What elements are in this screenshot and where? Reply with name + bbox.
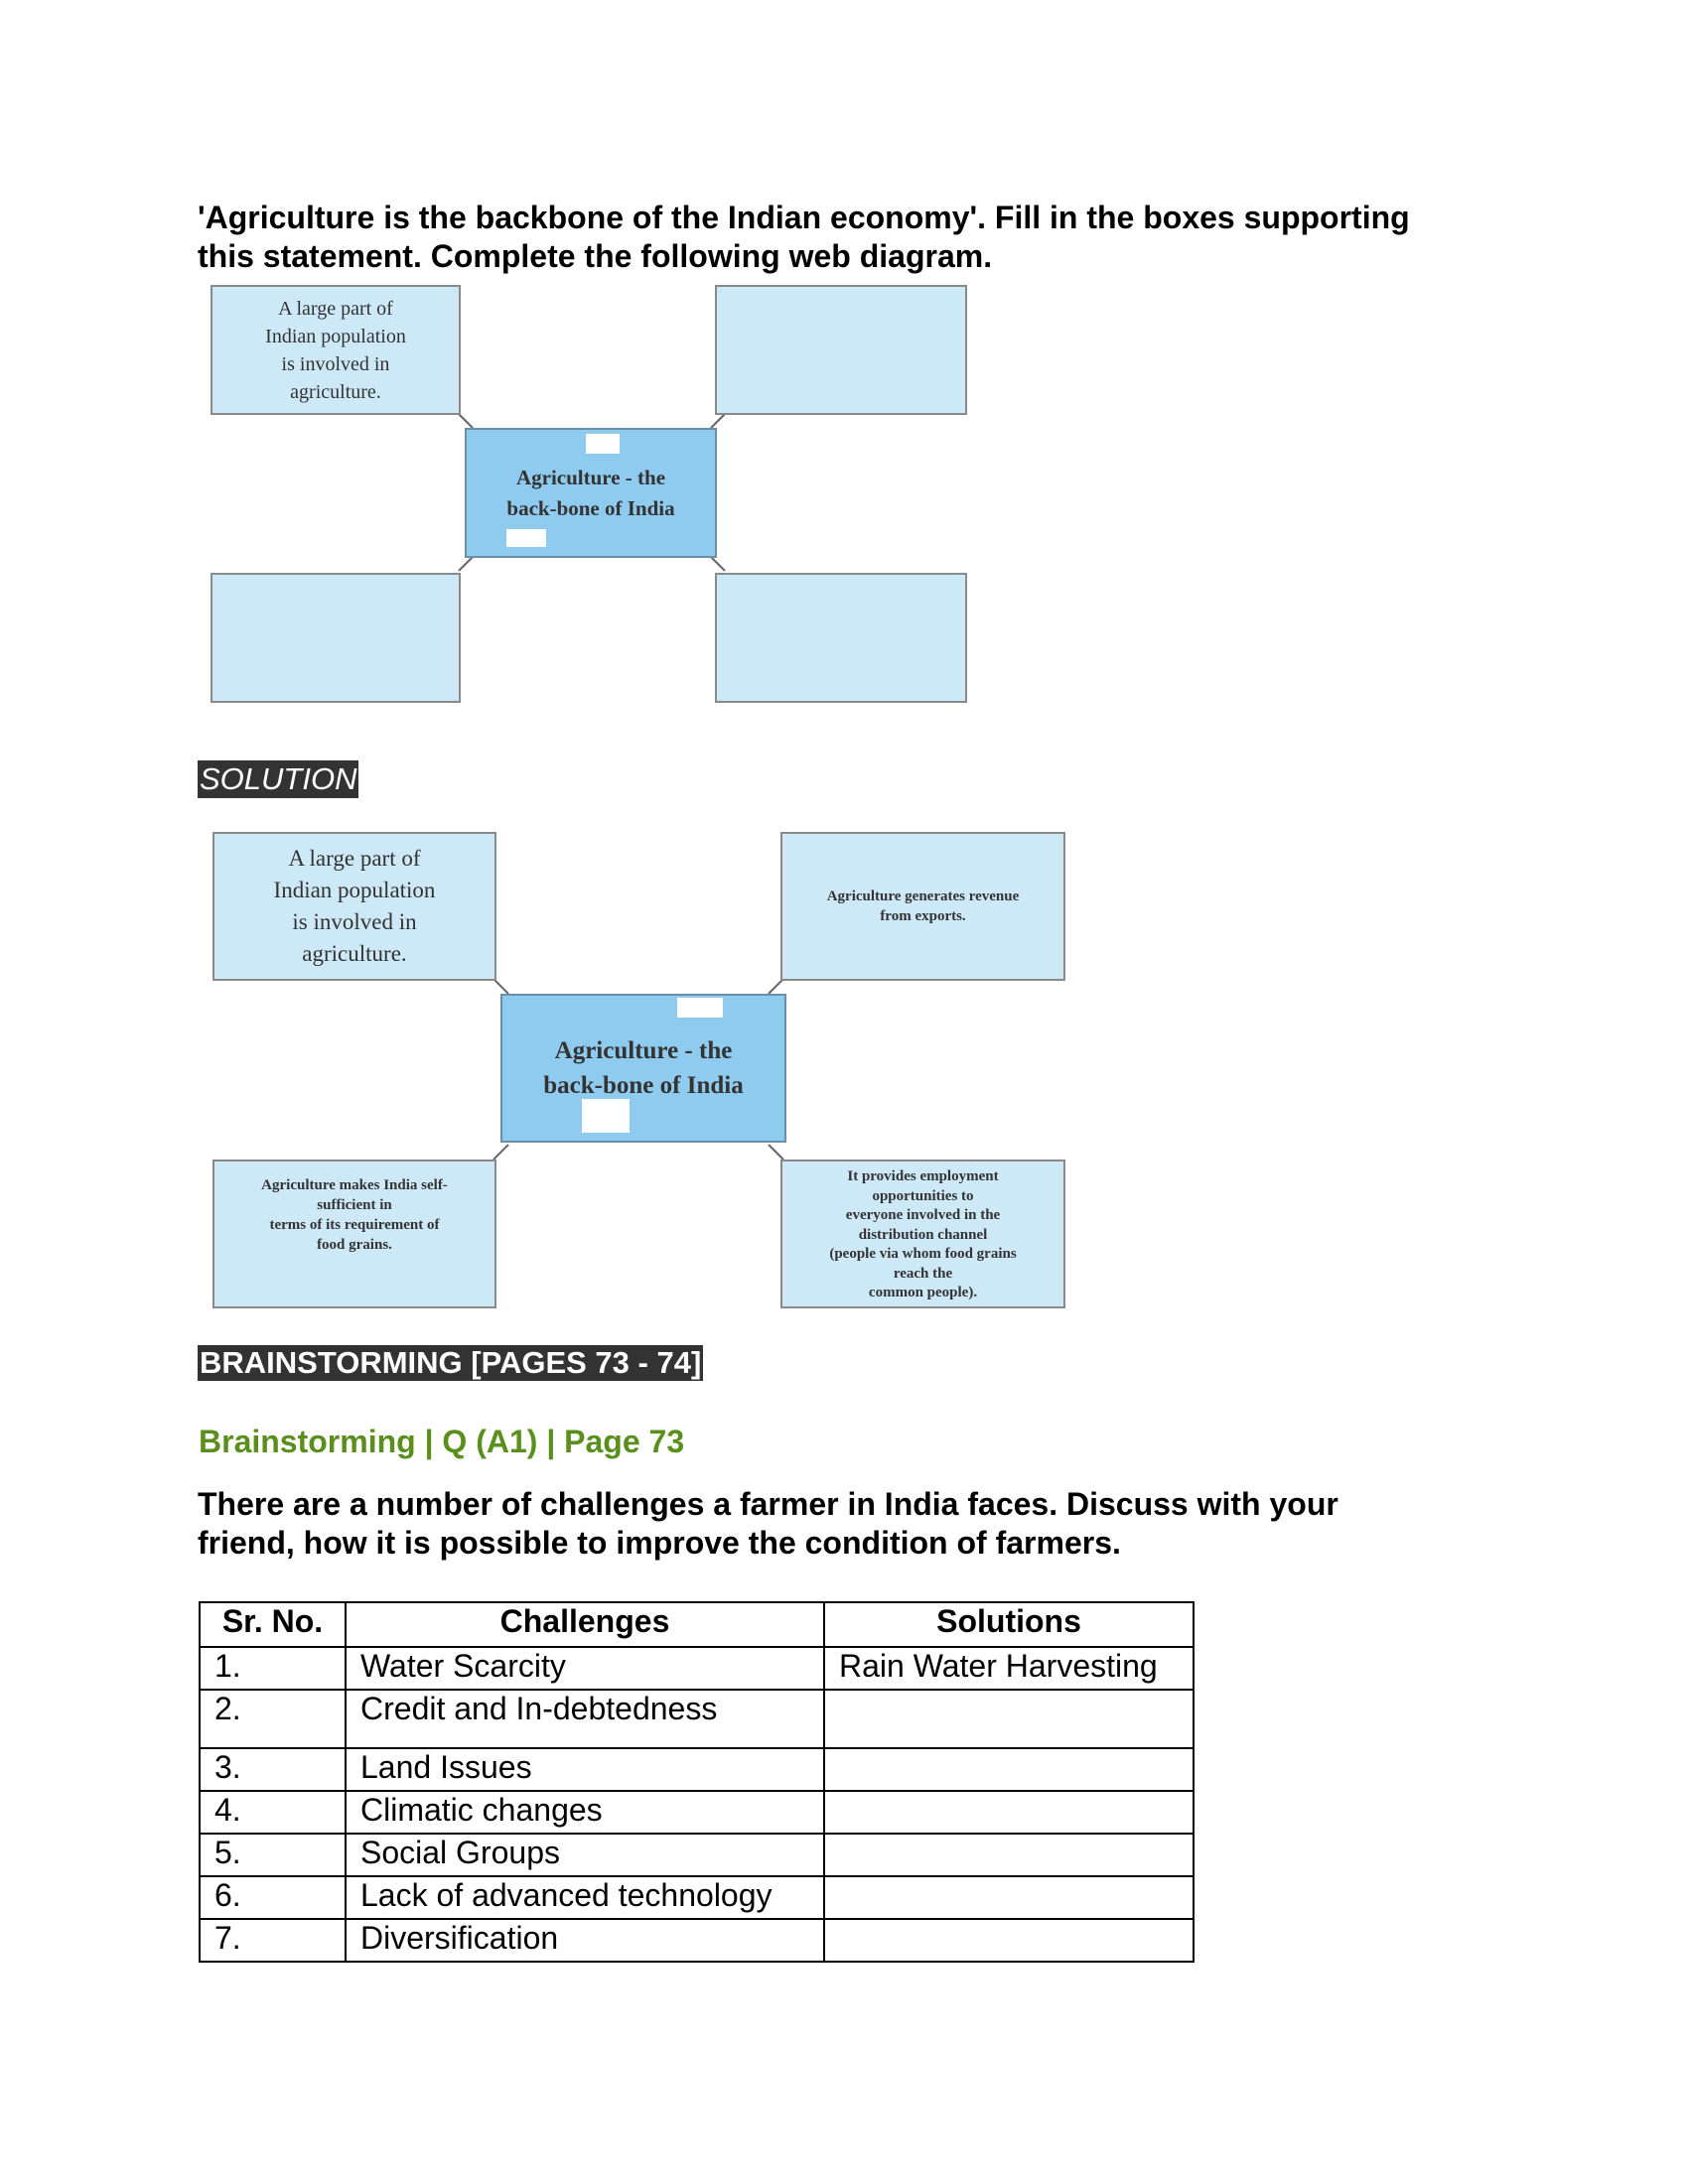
solution-box-bottom-left	[212, 1160, 496, 1308]
solution-box-top-right	[780, 832, 1065, 981]
center-text-line: back-bone of India	[543, 1072, 744, 1099]
table-row	[200, 1876, 1194, 1919]
image-artifact	[677, 998, 723, 1018]
box-text-line: reach the	[893, 1265, 953, 1282]
diagram-center-box	[465, 428, 717, 558]
solution-label: SOLUTION	[200, 761, 357, 796]
header-challenges: Challenges	[346, 1602, 824, 1647]
cell-challenge: Lack of advanced technology	[346, 1876, 824, 1919]
image-artifact	[582, 1099, 630, 1133]
image-artifact	[586, 434, 620, 454]
table-row	[200, 1919, 1194, 1962]
table-row	[200, 1748, 1194, 1791]
cell-sr-no: 2.	[200, 1690, 346, 1748]
header-solutions: Solutions	[824, 1602, 1194, 1647]
box-text-line: A large part of	[288, 846, 421, 871]
box-text-line: distribution channel	[858, 1226, 988, 1243]
cell-challenge: Diversification	[346, 1919, 824, 1962]
cell-solution[interactable]	[824, 1690, 1194, 1748]
table-row	[200, 1791, 1194, 1834]
cell-solution[interactable]	[824, 1876, 1194, 1919]
box-text-line: terms of its requirement of	[269, 1217, 440, 1233]
cell-sr-no: 6.	[200, 1876, 346, 1919]
box-text-line: is involved in	[292, 909, 417, 934]
diagram-box-bottom-left-empty[interactable]	[211, 573, 461, 703]
center-text-line: Agriculture - the	[554, 1037, 733, 1064]
cell-challenge: Social Groups	[346, 1834, 824, 1876]
box-text-line: common people).	[868, 1285, 978, 1300]
box-text-line: Indian population	[265, 325, 406, 347]
web-diagram-question	[211, 285, 975, 708]
diagram-box-top-right-empty[interactable]	[715, 285, 967, 415]
cell-solution[interactable]	[824, 1748, 1194, 1791]
question-1-line-1: 'Agriculture is the backbone of the Indian economy'. Fill in the boxes supporting	[198, 200, 1410, 235]
solution-center-box	[500, 994, 786, 1143]
cell-sr-no: 5.	[200, 1834, 346, 1876]
cell-solution[interactable]	[824, 1791, 1194, 1834]
section-label: BRAINSTORMING [PAGES 73 - 74]	[200, 1345, 702, 1380]
center-text-line: back-bone of India	[506, 495, 675, 520]
cell-sr-no: 1.	[200, 1647, 346, 1690]
solution-box-bottom-right	[780, 1160, 1065, 1308]
cell-sr-no: 4.	[200, 1791, 346, 1834]
box-text-line: Indian population	[273, 878, 436, 902]
box-text-line: is involved in	[281, 352, 390, 375]
box-text-line: food grains.	[317, 1237, 392, 1253]
header-sr-no: Sr. No.	[200, 1602, 346, 1647]
question-1	[198, 199, 1518, 276]
image-artifact	[506, 529, 546, 547]
cell-challenge: Credit and In-debtedness	[346, 1690, 824, 1748]
brainstorm-heading: Brainstorming | Q (A1) | Page 73	[199, 1424, 685, 1459]
box-text-line: opportunities to	[872, 1187, 974, 1204]
cell-sr-no: 7.	[200, 1919, 346, 1962]
cell-solution[interactable]	[824, 1834, 1194, 1876]
center-text-line: Agriculture - the	[515, 465, 666, 489]
box-text-line: It provides employment	[847, 1168, 999, 1184]
cell-challenge: Land Issues	[346, 1748, 824, 1791]
box-text-line: from exports.	[880, 908, 966, 924]
box-text-line: agriculture.	[290, 380, 381, 403]
question-2	[198, 1485, 1518, 1563]
cell-challenge: Climatic changes	[346, 1791, 824, 1834]
question-2-line-2: friend, how it is possible to improve the condition of farmers.	[198, 1525, 1121, 1561]
cell-solution: Rain Water Harvesting	[824, 1647, 1194, 1690]
table-row	[200, 1647, 1194, 1690]
solution-box-top-left	[212, 832, 496, 981]
diagram-box-top-left	[211, 285, 461, 415]
table-row	[200, 1834, 1194, 1876]
box-text-line: everyone involved in the	[845, 1207, 1001, 1223]
question-2-line-1: There are a number of challenges a farmer in India faces. Discuss with your	[198, 1486, 1338, 1522]
box-text-line: Agriculture generates revenue	[826, 888, 1020, 904]
box-text-line: Agriculture makes India self-	[261, 1177, 448, 1193]
table-row	[200, 1690, 1194, 1748]
question-1-line-2: this statement. Complete the following web diagram.	[198, 238, 993, 274]
box-text-line: A large part of	[278, 297, 393, 320]
diagram-box-bottom-right-empty[interactable]	[715, 573, 967, 703]
cell-solution[interactable]	[824, 1919, 1194, 1962]
cell-challenge: Water Scarcity	[346, 1647, 824, 1690]
box-text-line: (people via whom food grains	[829, 1246, 1017, 1262]
box-text-line: sufficient in	[317, 1197, 392, 1213]
cell-sr-no: 3.	[200, 1748, 346, 1791]
challenges-table	[199, 1601, 1195, 1963]
table-header-row	[200, 1602, 1194, 1647]
web-diagram-solution	[212, 832, 1078, 1312]
box-text-line: agriculture.	[302, 941, 407, 966]
